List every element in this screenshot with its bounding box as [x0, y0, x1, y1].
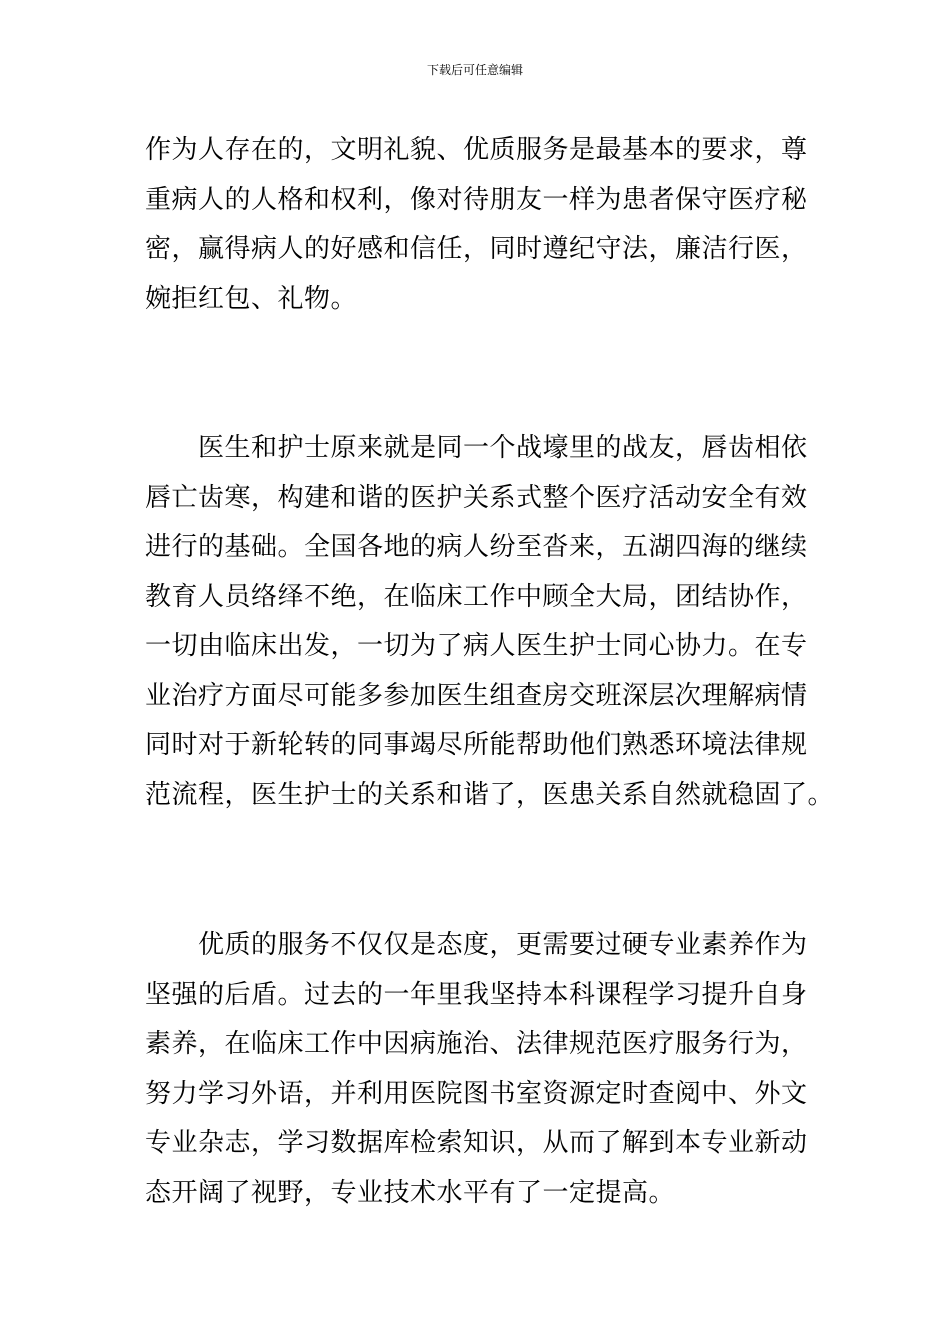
page-header: 下载后可任意编辑: [426, 63, 523, 77]
text-line: 范流程，医生护士的关系和谐了，医患关系自然就稳固了。: [145, 779, 835, 810]
text-line: 素养，在临床工作中因病施治、法律规范医疗服务行为，: [145, 1029, 808, 1059]
text-line: 医生和护士原来就是同一个战壕里的战友，唇齿相依: [145, 433, 808, 463]
paragraph-1: [145, 126, 810, 324]
text-line: 一切由临床出发，一切为了病人医生护士同心协力。在专: [145, 631, 808, 661]
text-line: 唇亡齿寒，构建和谐的医护关系式整个医疗活动安全有效: [145, 482, 808, 513]
text-line: 努力学习外语，并利用医院图书室资源定时查阅中、外文: [145, 1078, 808, 1109]
text-line: 教育人员络绎不绝，在临床工作中顾全大局，团结协作，: [145, 581, 808, 612]
text-line: 重病人的人格和权利，像对待朋友一样为患者保守医疗秘: [145, 184, 808, 215]
text-line: 坚强的后盾。过去的一年里我坚持本科课程学习提升自身: [145, 979, 808, 1010]
text-line: 密，赢得病人的好感和信任，同时遵纪守法，廉洁行医，: [145, 234, 808, 264]
text-line: 作为人存在的，文明礼貌、优质服务是最基本的要求，尊: [145, 135, 808, 165]
text-line: 同时对于新轮转的同事竭尽所能帮助他们熟悉环境法律规: [145, 730, 808, 760]
text-line: 业治疗方面尽可能多参加医生组查房交班深层次理解病情: [145, 680, 808, 711]
text-line: 进行的基础。全国各地的病人纷至沓来，五湖四海的继续: [145, 532, 808, 562]
text-line: 优质的服务不仅仅是态度，更需要过硬专业素养作为: [145, 930, 808, 960]
paragraph-3: [145, 921, 810, 1218]
text-line: 专业杂志，学习数据库检索知识，从而了解到本专业新动: [145, 1128, 808, 1158]
text-line: 态开阔了视野，专业技术水平有了一定提高。: [145, 1177, 676, 1208]
text-line: 婉拒红包、礼物。: [145, 283, 358, 314]
paragraph-2: [145, 424, 835, 820]
